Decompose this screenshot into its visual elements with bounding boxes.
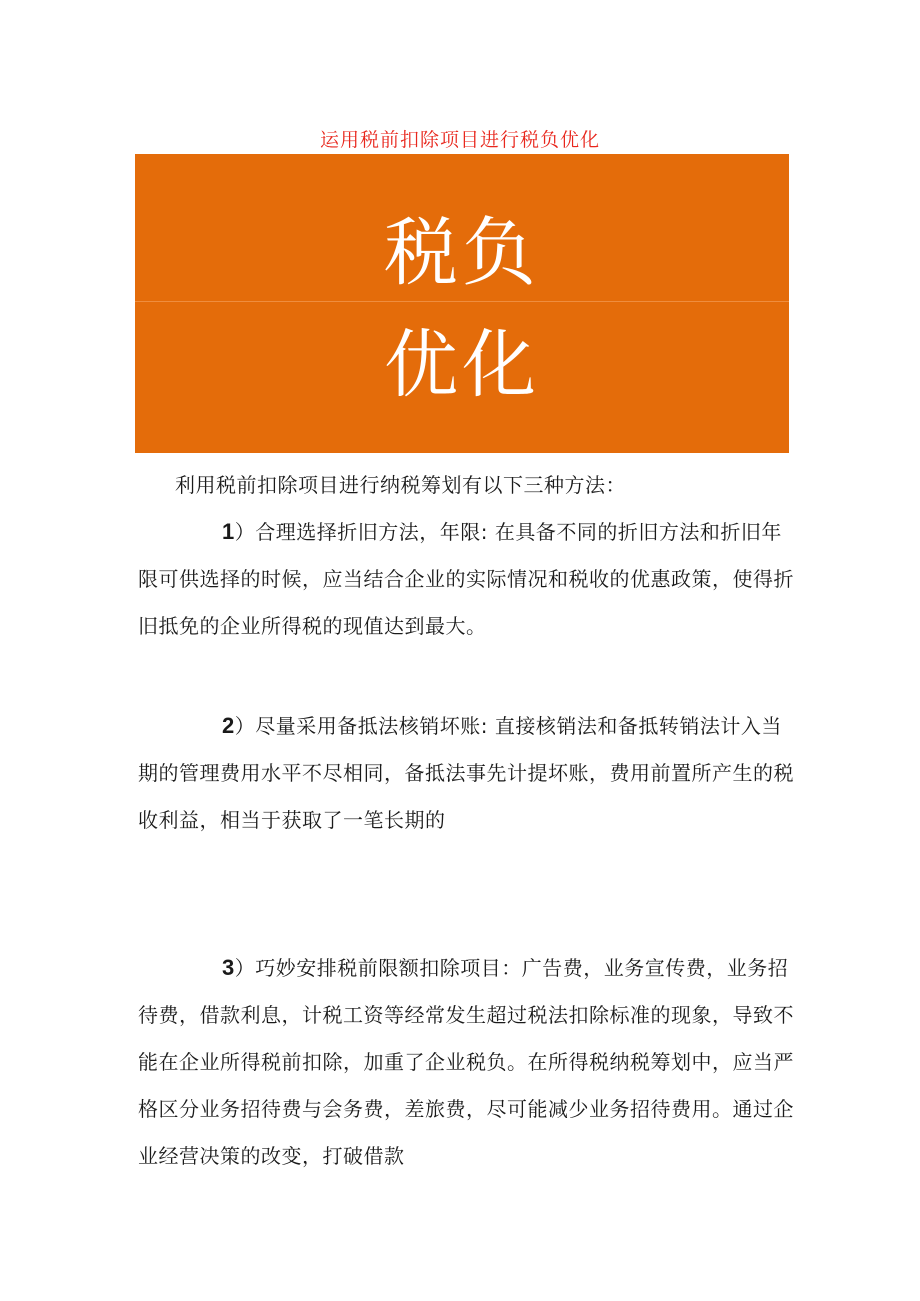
method-number-1: 1	[222, 519, 235, 544]
intro-paragraph: 利用税前扣除项目进行纳税筹划有以下三种方法：	[175, 473, 626, 497]
title-banner	[135, 154, 789, 453]
method-text-2: ）尽量采用备抵法核销坏账: 直接核销法和备抵转销法计入当期的管理费用水平不尽相同，备抵法事先计提坏账，费用前置所产生的税收利益，相当于获取了一笔长期的	[138, 714, 794, 832]
banner-divider	[135, 301, 789, 302]
method-number-2: 2	[222, 713, 235, 738]
method-paragraph-2	[138, 702, 798, 844]
method-text-1: ）合理选择折旧方法，年限: 在具备不同的折旧方法和折旧年限可供选择的时候，应当结合企业的实际情况和税收的优惠政策，使得折旧抵免的企业所得税的现值达到最大。	[138, 520, 794, 638]
method-paragraph-3	[138, 944, 798, 1180]
method-paragraph-1	[138, 508, 798, 650]
banner-word-2: 优化	[384, 322, 540, 408]
method-number-3: 3	[222, 955, 235, 980]
document-title: 运用税前扣除项目进行税负优化	[319, 129, 600, 151]
method-text-3: ）巧妙安排税前限额扣除项目：广告费，业务宣传费，业务招待费，借款利息，计税工资等经常发生超过税法扣除标准的现象，导致不能在企业所得税前扣除，加重了企业税负。在所得税纳税筹划中，应当严格区分业务招待费与会务费，差旅费，尽可能减少业务招待费用。通过企业经营决策的改变，打破借款	[138, 956, 794, 1168]
banner-word-1: 税负	[384, 210, 540, 296]
